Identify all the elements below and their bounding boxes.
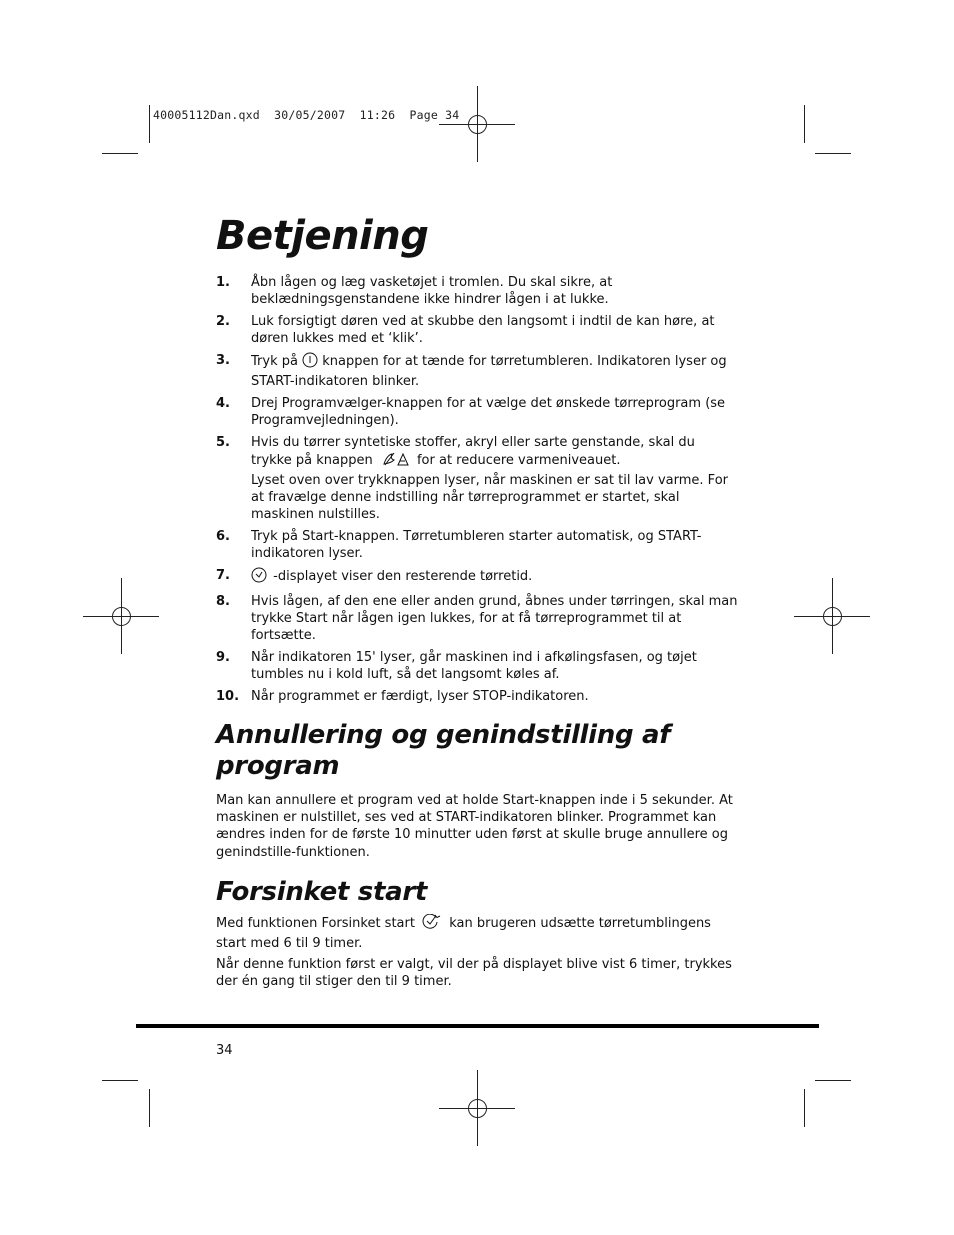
delay-start-paragraph bbox=[216, 914, 738, 952]
step-text: Tryk på bbox=[251, 353, 298, 369]
list-item bbox=[216, 395, 738, 429]
section-body-cancel: Man kan annullere et program ved at holde Start-knappen inde i 5 sekunder. At maskinen er nulstillet, ses ved at START-indikatoren blinker. Programmet kan ændres inden for de første 10 minutter uden først at skulle bruge annullere og genindstille-funktionen. bbox=[216, 792, 733, 860]
crop-mark bbox=[815, 1080, 851, 1081]
page-content bbox=[216, 210, 738, 995]
list-item bbox=[216, 688, 738, 705]
step-number: 10. bbox=[216, 688, 240, 704]
step-text: Lyset oven over trykknappen lyser, når maskinen er sat til lav varme. For at fravælge denne indstilling når tørreprogrammet er startet, skal maskinen nulstilles. bbox=[251, 473, 728, 523]
step-number: 3. bbox=[216, 352, 230, 368]
list-item bbox=[216, 274, 738, 308]
step-text: Åbn lågen og læg vasketøjet i tromlen. Du skal sikre, at beklædningsgenstandene ikke hindrer lågen i at lukke. bbox=[251, 275, 613, 308]
paragraph-text: Med funktionen Forsinket start bbox=[216, 915, 415, 931]
crop-mark bbox=[149, 105, 150, 143]
power-icon bbox=[302, 352, 318, 373]
low-heat-icon bbox=[381, 451, 409, 472]
step-text: Drej Programvælger-knappen for at vælge det ønskede tørreprogram (se Programvejledningen). bbox=[251, 395, 726, 428]
delay-start-icon bbox=[422, 914, 442, 935]
step-text: for at reducere varmeniveauet. bbox=[416, 452, 621, 468]
step-number: 7. bbox=[216, 568, 230, 584]
step-text: knappen for at tænde for tørretumbleren. Indikatoren lyser og START-indikatoren blinker. bbox=[251, 353, 727, 390]
crop-mark bbox=[815, 153, 851, 154]
list-item bbox=[216, 313, 738, 347]
step-text: -displayet viser den resterende tørretid. bbox=[273, 569, 533, 585]
step-text: Hvis du tørrer syntetiske stoffer, akryl eller sarte genstande, skal du trykke på knappen bbox=[251, 434, 695, 468]
crop-mark bbox=[149, 1089, 150, 1127]
list-item bbox=[216, 593, 738, 645]
steps-list bbox=[216, 274, 738, 705]
step-text: Hvis lågen, af den ene eller anden grund, åbnes under tørringen, skal man trykke Start når lågen igen lukkes, for at få tørreprogrammet til at fortsætte. bbox=[251, 593, 738, 644]
page-title: Betjening bbox=[216, 213, 429, 259]
crop-mark bbox=[804, 105, 805, 143]
page-number: 34 bbox=[216, 1043, 233, 1058]
step-text: Tryk på Start-knappen. Tørretumbleren starter automatisk, og START-indikatoren lyser. bbox=[251, 529, 702, 562]
step-text: Luk forsigtigt døren ved at skubbe den langsomt i indtil de kan høre, at døren lukkes med et ‘klik’. bbox=[251, 313, 715, 347]
crop-mark bbox=[102, 1080, 138, 1081]
paragraph-text: kan brugeren udsætte tørretumblingens start med 6 til 9 timer. bbox=[216, 915, 711, 951]
step-number: 6. bbox=[216, 529, 230, 545]
section-heading-delay-start: Forsinket start bbox=[216, 876, 428, 907]
step-number: 1. bbox=[216, 275, 230, 290]
step-number: 2. bbox=[216, 313, 230, 329]
clock-icon bbox=[251, 567, 269, 588]
printer-slug: 40005112Dan.qxd 30/05/2007 11:26 Page 34 bbox=[153, 108, 460, 122]
list-item bbox=[216, 528, 738, 562]
list-item bbox=[216, 649, 738, 683]
step-number: 4. bbox=[216, 395, 230, 411]
section-heading-cancel: Annullering og genindstilling af program bbox=[216, 719, 671, 781]
list-item bbox=[216, 352, 738, 390]
step-number: 5. bbox=[216, 434, 230, 450]
crop-mark bbox=[804, 1089, 805, 1127]
step-number: 9. bbox=[216, 649, 230, 665]
delay-start-paragraph: Når denne funktion først er valgt, vil der på displayet blive vist 6 timer, trykkes der én gang til stiger den til 9 timer. bbox=[216, 957, 732, 990]
step-text: Når programmet er færdigt, lyser STOP-indikatoren. bbox=[251, 688, 589, 704]
crop-mark bbox=[102, 153, 138, 154]
step-number: 8. bbox=[216, 593, 230, 609]
footer-rule bbox=[136, 1024, 819, 1028]
step-text: Når indikatoren 15' lyser, går maskinen ind i afkølingsfasen, og tøjet tumbles nu i kold luft, så det langsomt køles af. bbox=[251, 649, 697, 683]
list-item bbox=[216, 567, 738, 588]
list-item bbox=[216, 434, 738, 524]
